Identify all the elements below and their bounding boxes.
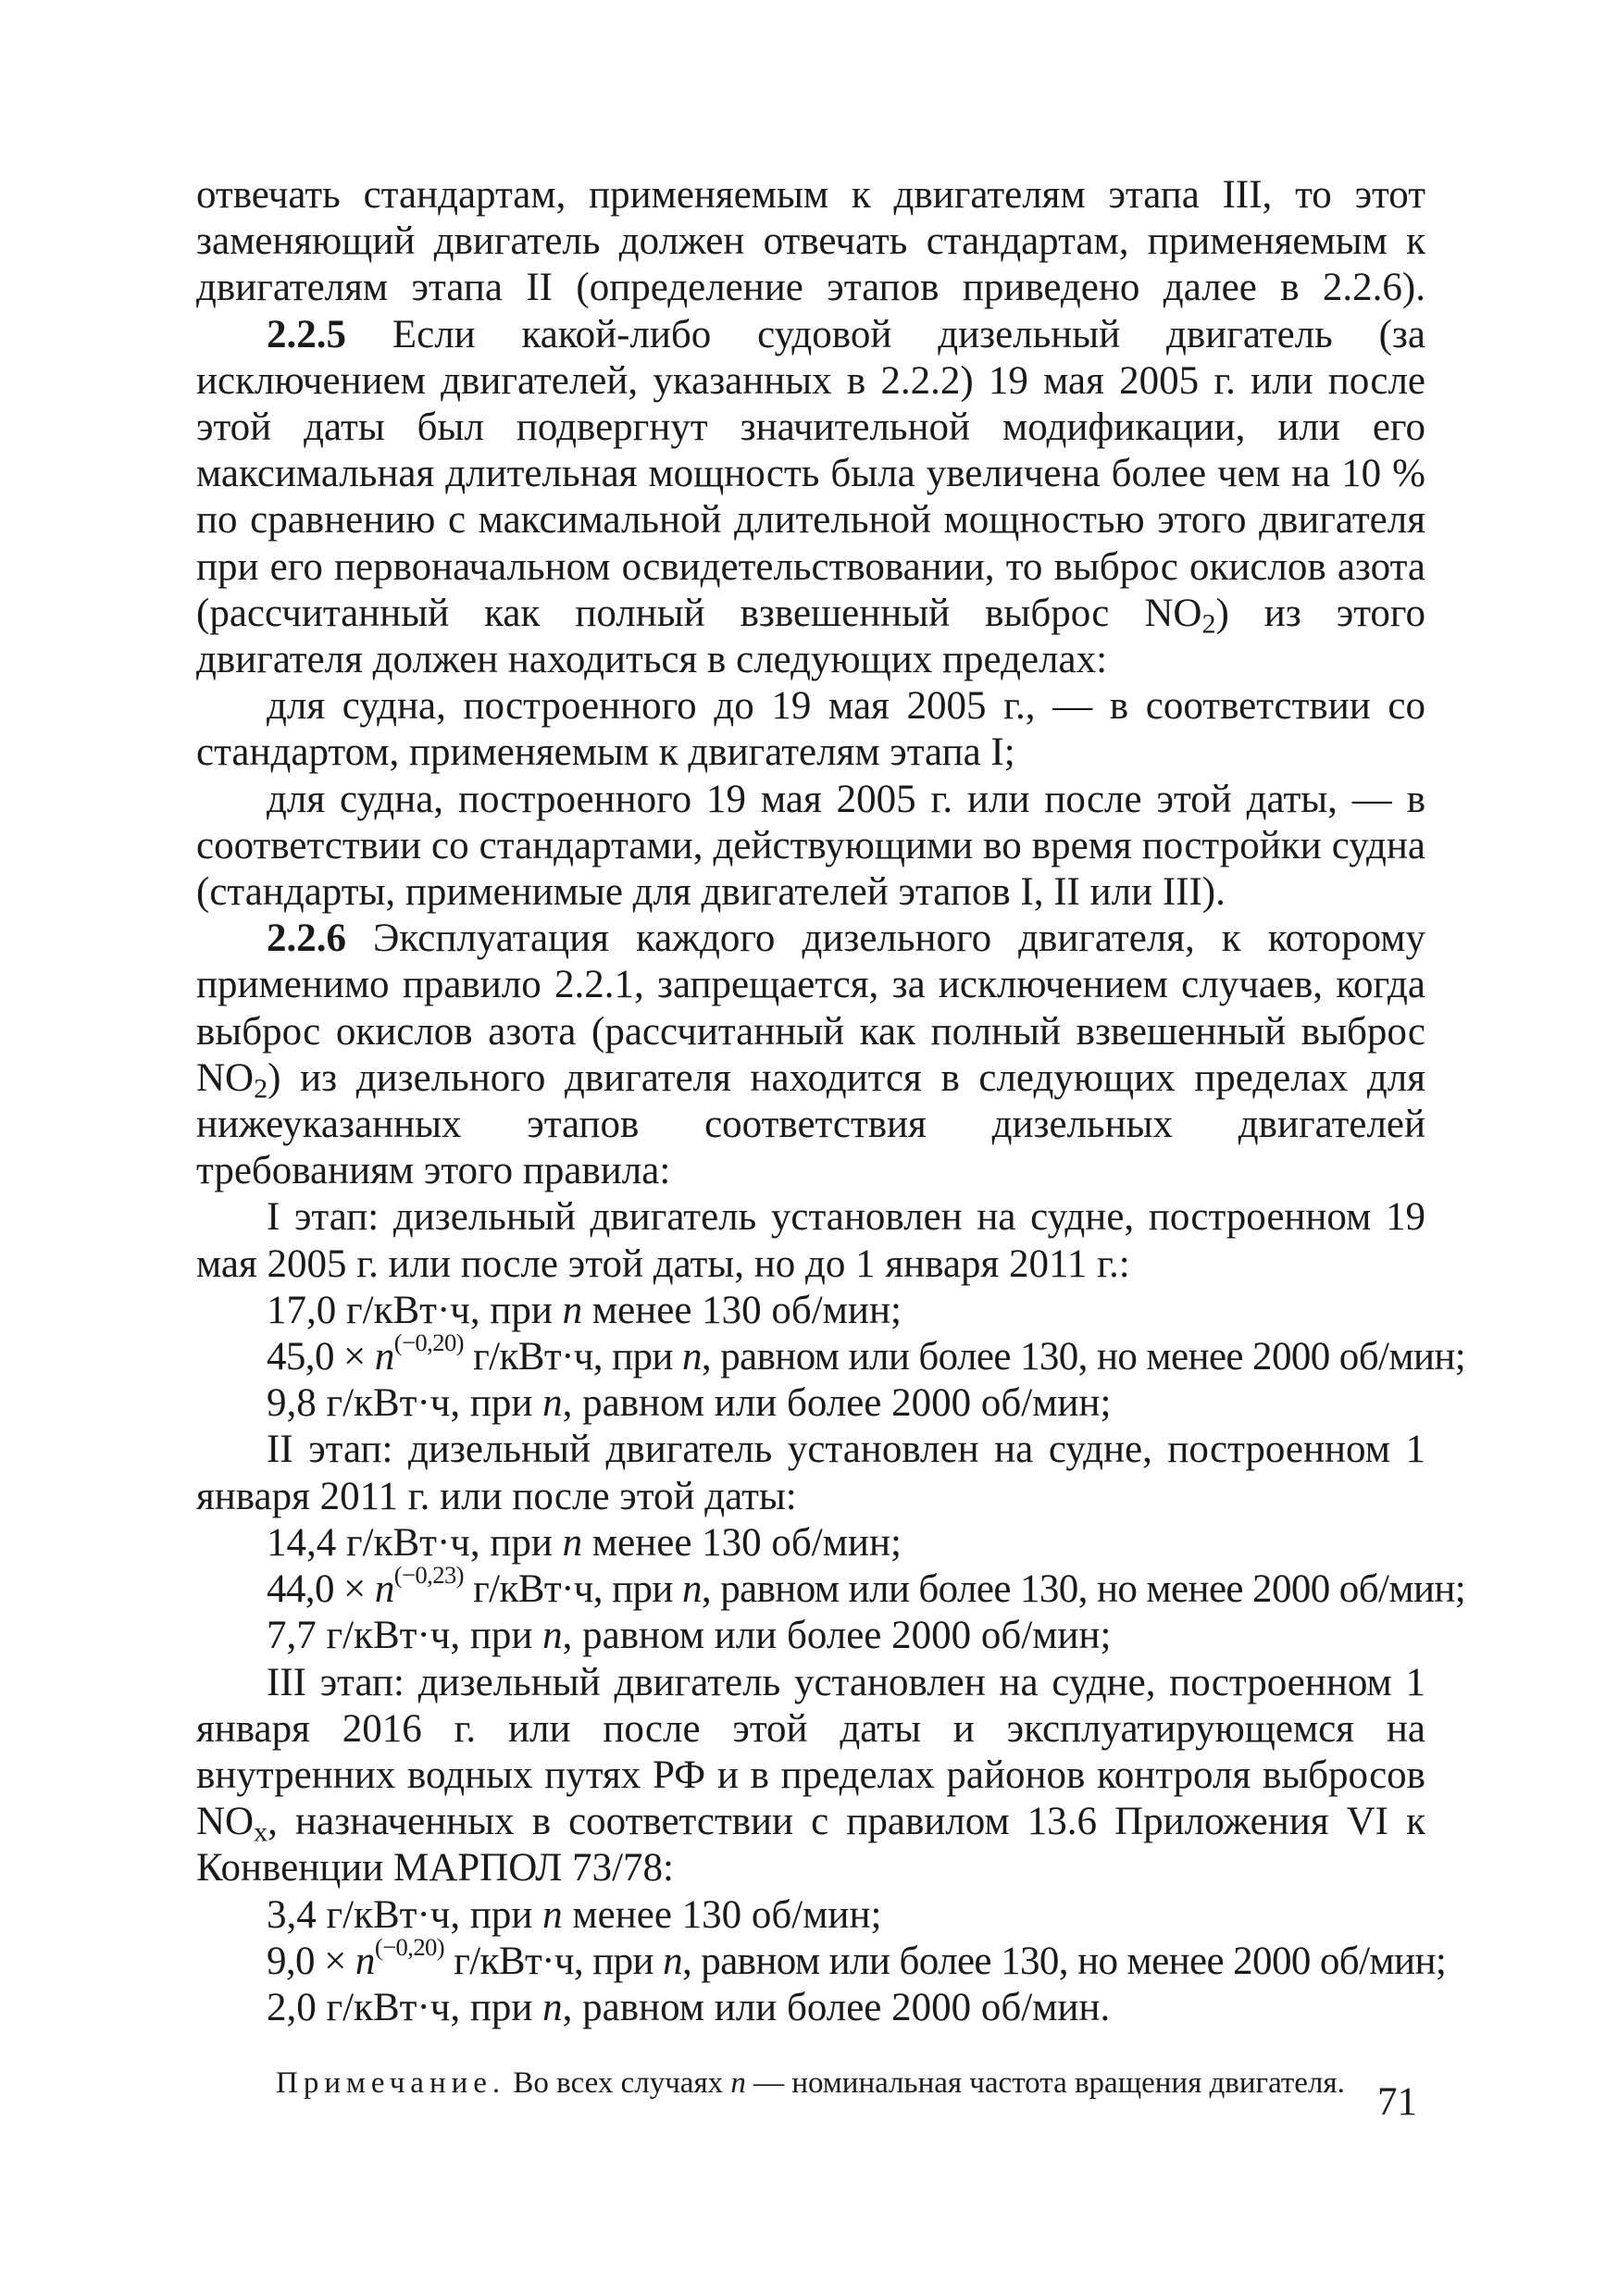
stage-2-limit-low: 14,4 г/кВт·ч, при n менее 130 об/мин; (267, 1520, 902, 1565)
page-number: 71 (1377, 2080, 1417, 2124)
stage-3-limit-low: 3,4 г/кВт·ч, при n менее 130 об/мин; (267, 1892, 882, 1937)
paragraph-ship-after-2005: для судна, построенного 19 мая 2005 г. или после этой даты, — в соответствии со стандартами, действующими во время постройки судна (стандарты, применимые для двигателей этапов I, II или III). (196, 777, 1425, 915)
paragraph-continuation: отвечать стандартам, применяемым к двигателям этапа III, то этот заменяющий двигатель должен отвечать стандартам, применяемым к двигателям этапа II (определение этапов приведено далее в 2.2.6). (196, 173, 1425, 310)
stage-2-limit-high: 7,7 г/кВт·ч, при n, равном или более 2000 об/мин; (267, 1614, 1112, 1658)
stage-1-limit-high: 9,8 г/кВт·ч, при n, равном или более 2000 об/мин; (267, 1381, 1112, 1426)
paragraph-ship-before-2005: для судна, построенного до 19 мая 2005 г., — в соответствии со стандартом, применяемым к двигателям этапа I; (196, 684, 1425, 775)
document-page (196, 172, 1466, 2134)
paragraph-2-2-5: 2.2.5 Если какой-либо судовой дизельный двигатель (за исключением двигателей, указанных в 2.2.2) 19 мая 2005 г. или после этой даты был подвергнут значительной модификации, или его максимальная длительная мощность была увеличена более чем на 10 % по сравнению с максимальной длительной мощностью этого двигателя при его первоначальном освидетельствовании, то выброс окислов азота (рассчитанный как полный взвешенный выброс $NO_2$) из этого двигателя должен находиться в следующих пределах: (196, 312, 1425, 682)
stage-1-limit-low: 17,0 г/кВт·ч, при n менее 130 об/мин; (267, 1288, 902, 1332)
stage-3-limit-high: 2,0 г/кВт·ч, при n, равном или более 2000 об/мин. (267, 1985, 1111, 2029)
stage-3-heading: III этап: дизельный двигатель установлен на судне, построенном 1 января 2016 г. или после этой даты и эксплуатирующемся на внутренних водных путях РФ и в пределах районов контроля выбросов $NO_x$, назначенных в соответствии с правилом 13.6 Приложения VI к Конвенции МАРПОЛ 73/78: (196, 1660, 1425, 1890)
footnote-note: Примечание. Во всех случаях n — номинальная частота вращения двигателя. (276, 2066, 1345, 2101)
paragraph-2-2-6: 2.2.6 Эксплуатация каждого дизельного двигателя, к которому применимо правило 2.2.1, запрещается, за исключением случаев, когда выброс окислов азота (рассчитанный как полный взвешенный выброс $NO_2$) из дизельного двигателя находится в следующих пределах для нижеуказанных этапов соответствия дизельных двигателей требованиям этого правила: (196, 917, 1425, 1193)
stage-2-limit-mid: $44,0 \times n^{(-0,23)}$ г/кВт·ч, при n, равном или более 130, но менее 2000 об/мин; (267, 1561, 1466, 1612)
section-number-2-2-6: 2.2.6 (267, 917, 346, 961)
stage-3-limit-mid: $9,0 \times n^{(-0,20)}$ г/кВт·ч, при n, равном или более 130, но менее 2000 об/мин; (267, 1932, 1447, 1983)
stage-2-heading: II этап: дизельный двигатель установлен на судне, построенном 1 января 2011 г. или после этой даты: (196, 1428, 1425, 1518)
stage-1-heading: I этап: дизельный двигатель установлен на судне, построенном 19 мая 2005 г. или после этой даты, но до 1 января 2011 г.: (196, 1195, 1425, 1286)
stage-1-limit-mid: $45,0 \times n^{(-0,20)}$ г/кВт·ч, при n, равном или более 130, но менее 2000 об/мин; (267, 1329, 1466, 1379)
section-number-2-2-5: 2.2.5 (267, 312, 346, 356)
note-label: Примечание. (276, 2066, 506, 2101)
